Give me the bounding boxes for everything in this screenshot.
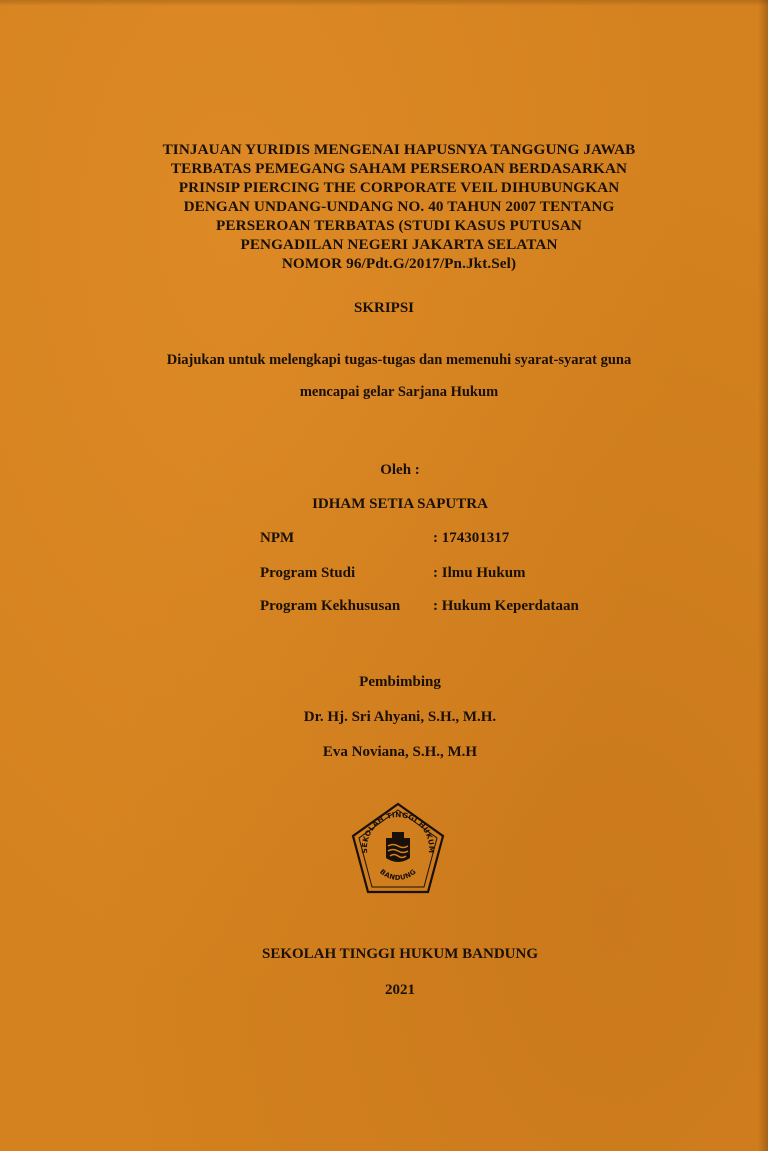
title-line: PENGADILAN NEGERI JAKARTA SELATAN: [240, 236, 558, 253]
author-name: IDHAM SETIA SAPUTRA: [312, 496, 488, 512]
info-row-program-studi: [260, 565, 526, 582]
title-line: NOMOR 96/Pdt.G/2017/Pn.Jkt.Sel): [281, 255, 517, 272]
advisor-name: Eva Noviana, S.H., M.H: [322, 744, 478, 760]
svg-text:SEKOLAH TINGGI HUKUM: SEKOLAH TINGGI HUKUM: [359, 810, 437, 854]
info-value: : 174301317: [433, 530, 510, 546]
info-row-program-kekhususan: [260, 598, 579, 615]
info-label: Program Kekhususan: [260, 598, 401, 614]
document-type: SKRIPSI: [353, 300, 415, 316]
purpose-line: mencapai gelar Sarjana Hukum: [299, 384, 499, 400]
by-label: Oleh :: [380, 462, 420, 478]
title-line: PERSEROAN TERBATAS (STUDI KASUS PUTUSAN: [216, 217, 582, 234]
institution-seal-icon: [348, 800, 448, 898]
title-line: PRINSIP PIERCING THE CORPORATE VEIL DIHUBUNGKAN: [178, 179, 620, 196]
purpose-statement: [100, 344, 698, 408]
paper-edge-right: [758, 0, 768, 1151]
paper-edge-top: [0, 0, 768, 6]
info-row-npm: [260, 530, 509, 547]
info-label: Program Studi: [260, 565, 356, 581]
year: 2021: [385, 982, 415, 998]
purpose-line: Diajukan untuk melengkapi tugas-tugas dan memenuhi syarat-syarat guna: [166, 352, 632, 368]
advisor-label: Pembimbing: [359, 674, 441, 690]
info-value: : Ilmu Hukum: [433, 565, 526, 581]
thesis-title: [100, 140, 698, 273]
title-line: TERBATAS PEMEGANG SAHAM PERSEROAN BERDASARKAN: [170, 160, 628, 177]
title-line: TINJAUAN YURIDIS MENGENAI HAPUSNYA TANGGUNG JAWAB: [162, 141, 636, 158]
advisor-name: Dr. Hj. Sri Ahyani, S.H., M.H.: [303, 709, 497, 725]
institution-name: SEKOLAH TINGGI HUKUM BANDUNG: [261, 946, 538, 962]
info-label: NPM: [260, 530, 295, 546]
title-line: DENGAN UNDANG-UNDANG NO. 40 TAHUN 2007 TENTANG: [183, 198, 615, 215]
svg-text:BANDUNG: BANDUNG: [378, 867, 418, 882]
info-value: : Hukum Keperdataan: [433, 598, 579, 614]
